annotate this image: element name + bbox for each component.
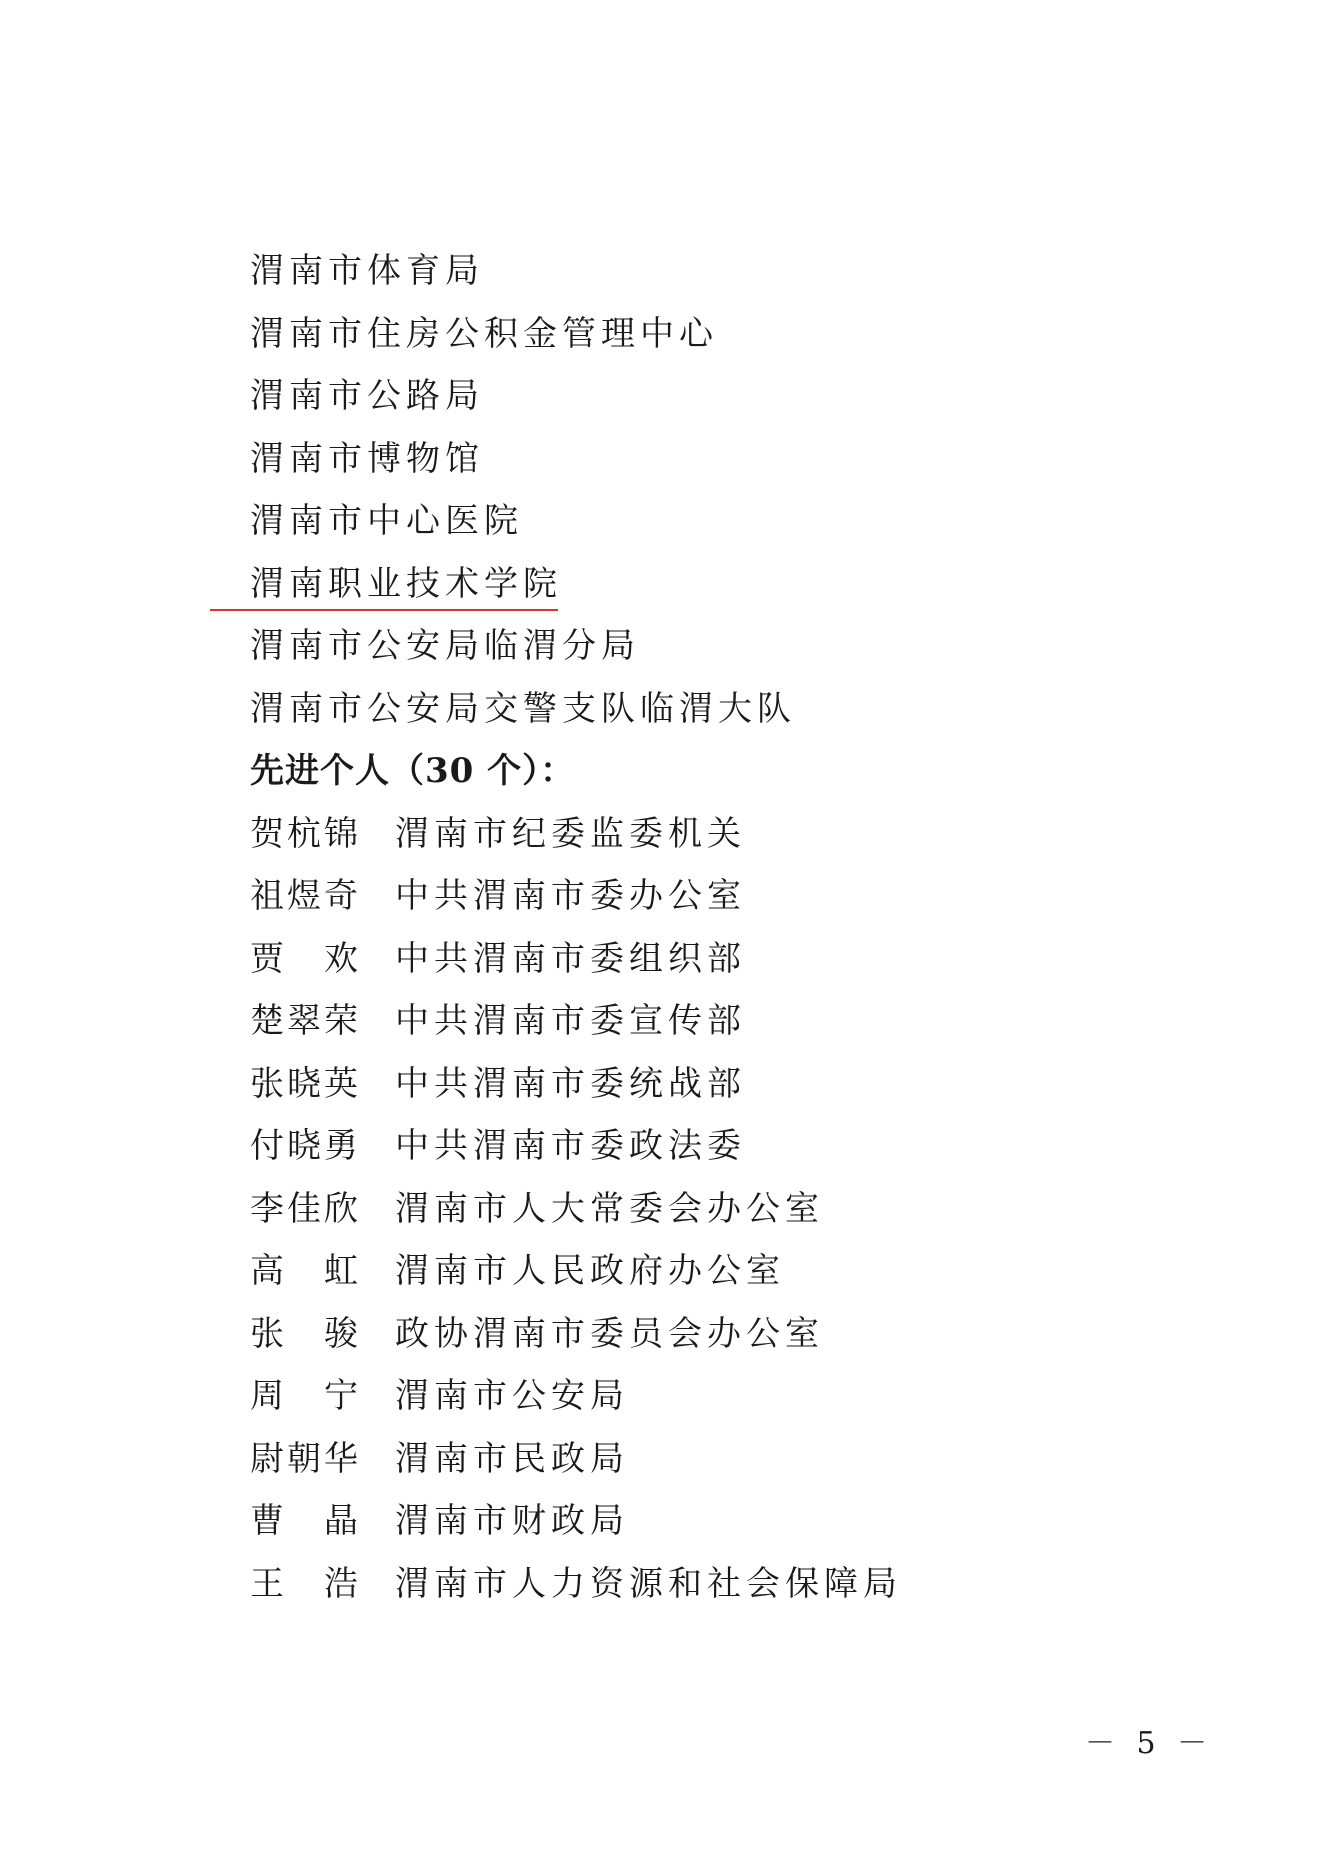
person-unit: 渭南市民政局 [395,1438,629,1479]
person-name: 曹晶 [250,1501,360,1541]
person-name: 贾欢 [250,938,360,979]
person-unit: 渭南市人民政府办公室 [395,1251,785,1291]
page-number: － 5 － [1085,1726,1214,1761]
organization-item: 渭南市公路局 [250,376,484,416]
person-name: 尉朝华 [250,1438,360,1479]
person-row [250,1115,796,1178]
red-underline-mark [210,609,558,611]
person-name: 楚翠荣 [250,1001,360,1041]
person-row [250,1240,796,1303]
organization-item: 渭南市公安局临渭分局 [250,626,640,666]
person-unit: 渭南市公安局 [395,1376,629,1416]
organization-item-highlighted: 渭南职业技术学院 [250,563,562,604]
person-row [250,803,796,866]
section-heading: 先进个人（30 个）： [250,751,576,791]
person-unit: 中共渭南市委办公室 [395,876,746,916]
person-name: 张骏 [250,1313,360,1354]
person-name: 张晓英 [250,1063,360,1104]
person-row [250,990,796,1053]
person-name: 周宁 [250,1376,360,1416]
person-unit: 渭南市人力资源和社会保障局 [395,1563,902,1604]
person-row [250,1303,824,1366]
person-name: 高虹 [250,1251,360,1291]
person-name: 贺杭锦 [250,813,360,854]
person-name: 付晓勇 [250,1126,360,1166]
person-unit: 渭南市纪委监委机关 [395,813,746,854]
person-unit: 渭南市人大常委会办公室 [395,1188,824,1229]
organization-item: 渭南市中心医院 [250,501,523,541]
person-name: 祖煜奇 [250,876,360,916]
organization-item: 渭南市公安局交警支队临渭大队 [250,688,796,729]
content-list [250,240,902,1615]
person-row [250,865,796,928]
person-row [250,1365,796,1428]
organization-item: 渭南市体育局 [250,251,484,291]
person-unit: 中共渭南市委统战部 [395,1063,746,1104]
person-unit: 中共渭南市委宣传部 [395,1001,746,1041]
person-row [250,928,796,991]
person-name: 李佳欣 [250,1188,360,1229]
person-unit: 政协渭南市委员会办公室 [395,1313,824,1354]
person-row [250,1553,902,1616]
person-unit: 中共渭南市委组织部 [395,938,746,979]
person-row [250,1490,796,1553]
person-row [250,1428,796,1491]
person-row [250,1053,796,1116]
organization-item: 渭南市住房公积金管理中心 [250,313,718,354]
organization-item: 渭南市博物馆 [250,438,484,479]
person-row [250,1178,824,1241]
person-name: 王浩 [250,1563,360,1604]
person-unit: 中共渭南市委政法委 [395,1126,746,1166]
person-unit: 渭南市财政局 [395,1501,629,1541]
